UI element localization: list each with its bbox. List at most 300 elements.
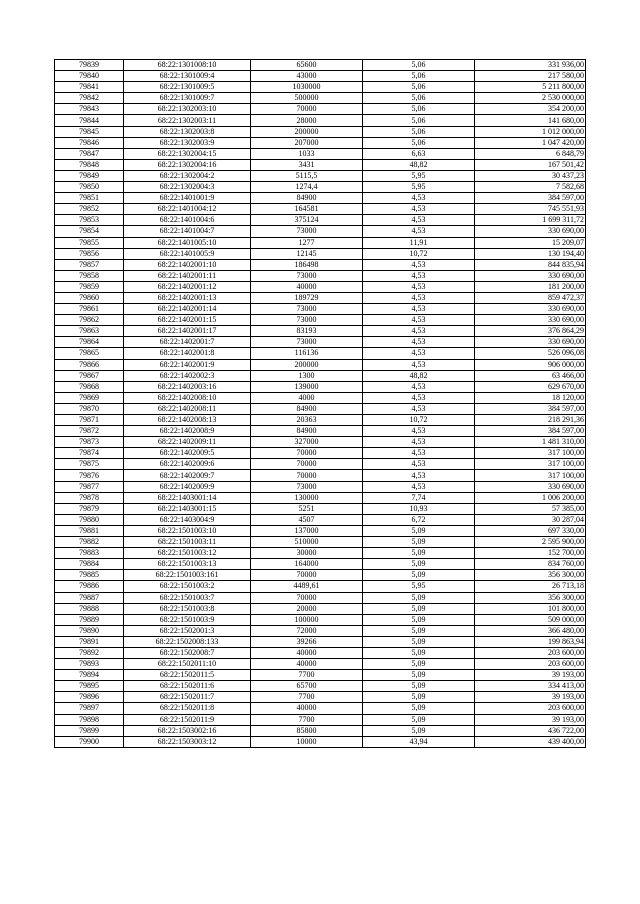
area-cell: 39266 (251, 636, 363, 647)
area-cell: 40000 (251, 281, 363, 292)
cadastral-value-table (54, 59, 586, 748)
area-cell: 3431 (251, 159, 363, 170)
table-row (55, 559, 586, 570)
area-cell: 73000 (251, 304, 363, 315)
table-row (55, 170, 586, 181)
table-row (55, 692, 586, 703)
specific-value-cell: 5,09 (363, 537, 475, 548)
area-cell: 70000 (251, 470, 363, 481)
cadastral-value-cell: 366 480,00 (475, 625, 586, 636)
cadastral-value-cell: 167 501,42 (475, 159, 586, 170)
cadastral-number-cell: 68:22:1403001:15 (124, 503, 251, 514)
specific-value-cell: 5,06 (363, 60, 475, 71)
area-cell: 70000 (251, 459, 363, 470)
cadastral-number-cell: 68:22:1302003:8 (124, 126, 251, 137)
area-cell: 40000 (251, 703, 363, 714)
row-number-cell: 79853 (55, 215, 124, 226)
cadastral-number-cell: 68:22:1401001:9 (124, 193, 251, 204)
specific-value-cell: 4,53 (363, 304, 475, 315)
area-cell: 70000 (251, 448, 363, 459)
area-cell: 130000 (251, 492, 363, 503)
table-row (55, 359, 586, 370)
cadastral-number-cell: 68:22:1501003:9 (124, 614, 251, 625)
cadastral-number-cell: 68:22:1502011:10 (124, 659, 251, 670)
specific-value-cell: 4,53 (363, 281, 475, 292)
cadastral-value-cell: 330 690,00 (475, 270, 586, 281)
table-row (55, 625, 586, 636)
area-cell: 40000 (251, 647, 363, 658)
row-number-cell: 79887 (55, 592, 124, 603)
row-number-cell: 79880 (55, 514, 124, 525)
cadastral-value-cell: 834 760,00 (475, 559, 586, 570)
table-body (55, 60, 586, 748)
cadastral-value-cell: 15 209,07 (475, 237, 586, 248)
cadastral-value-cell: 203 600,00 (475, 703, 586, 714)
specific-value-cell: 5,06 (363, 137, 475, 148)
area-cell: 207000 (251, 137, 363, 148)
specific-value-cell: 5,06 (363, 71, 475, 82)
cadastral-value-cell: 356 300,00 (475, 592, 586, 603)
row-number-cell: 79855 (55, 237, 124, 248)
area-cell: 83193 (251, 326, 363, 337)
cadastral-value-cell: 330 690,00 (475, 304, 586, 315)
row-number-cell: 79854 (55, 226, 124, 237)
table-row (55, 670, 586, 681)
cadastral-value-cell: 181 200,00 (475, 281, 586, 292)
table-row (55, 248, 586, 259)
table-row (55, 215, 586, 226)
specific-value-cell: 4,53 (363, 226, 475, 237)
area-cell: 100000 (251, 614, 363, 625)
cadastral-number-cell: 68:22:1503002:16 (124, 725, 251, 736)
area-cell: 116136 (251, 348, 363, 359)
row-number-cell: 79861 (55, 304, 124, 315)
specific-value-cell: 5,06 (363, 93, 475, 104)
cadastral-number-cell: 68:22:1501003:161 (124, 570, 251, 581)
cadastral-number-cell: 68:22:1502011:8 (124, 703, 251, 714)
table-row (55, 93, 586, 104)
table-row (55, 681, 586, 692)
table-row (55, 503, 586, 514)
area-cell: 73000 (251, 481, 363, 492)
specific-value-cell: 5,09 (363, 670, 475, 681)
area-cell: 72000 (251, 625, 363, 636)
cadastral-value-cell: 39 193,00 (475, 670, 586, 681)
area-cell: 189729 (251, 292, 363, 303)
area-cell: 1300 (251, 370, 363, 381)
cadastral-value-cell: 330 690,00 (475, 315, 586, 326)
cadastral-number-cell: 68:22:1501003:13 (124, 559, 251, 570)
specific-value-cell: 5,09 (363, 559, 475, 570)
specific-value-cell: 4,53 (363, 270, 475, 281)
cadastral-number-cell: 68:22:1402001:7 (124, 337, 251, 348)
area-cell: 7700 (251, 692, 363, 703)
cadastral-number-cell: 68:22:1302004:3 (124, 182, 251, 193)
table-row (55, 703, 586, 714)
cadastral-value-cell: 203 600,00 (475, 647, 586, 658)
table-row (55, 82, 586, 93)
cadastral-number-cell: 68:22:1402001:10 (124, 259, 251, 270)
area-cell: 375124 (251, 215, 363, 226)
row-number-cell: 79840 (55, 71, 124, 82)
row-number-cell: 79900 (55, 736, 124, 747)
specific-value-cell: 4,53 (363, 426, 475, 437)
row-number-cell: 79892 (55, 647, 124, 658)
area-cell: 4489,61 (251, 581, 363, 592)
specific-value-cell: 5,95 (363, 581, 475, 592)
row-number-cell: 79841 (55, 82, 124, 93)
cadastral-value-cell: 141 680,00 (475, 115, 586, 126)
specific-value-cell: 4,53 (363, 204, 475, 215)
table-row (55, 137, 586, 148)
cadastral-value-cell: 384 597,00 (475, 403, 586, 414)
row-number-cell: 79878 (55, 492, 124, 503)
table-row (55, 115, 586, 126)
area-cell: 84900 (251, 193, 363, 204)
table-row (55, 636, 586, 647)
area-cell: 327000 (251, 437, 363, 448)
area-cell: 1277 (251, 237, 363, 248)
cadastral-value-cell: 436 722,00 (475, 725, 586, 736)
specific-value-cell: 5,95 (363, 170, 475, 181)
area-cell: 500000 (251, 93, 363, 104)
area-cell: 137000 (251, 525, 363, 536)
cadastral-value-cell: 30 287,04 (475, 514, 586, 525)
cadastral-number-cell: 68:22:1502011:7 (124, 692, 251, 703)
cadastral-number-cell: 68:22:1502011:5 (124, 670, 251, 681)
row-number-cell: 79891 (55, 636, 124, 647)
area-cell: 84900 (251, 403, 363, 414)
specific-value-cell: 4,53 (363, 193, 475, 204)
row-number-cell: 79863 (55, 326, 124, 337)
row-number-cell: 79883 (55, 548, 124, 559)
row-number-cell: 79872 (55, 426, 124, 437)
specific-value-cell: 4,53 (363, 437, 475, 448)
cadastral-number-cell: 68:22:1501003:8 (124, 603, 251, 614)
area-cell: 43000 (251, 71, 363, 82)
cadastral-value-cell: 2 530 000,00 (475, 93, 586, 104)
cadastral-number-cell: 68:22:1402009:5 (124, 448, 251, 459)
row-number-cell: 79885 (55, 570, 124, 581)
specific-value-cell: 7,74 (363, 492, 475, 503)
table-row (55, 714, 586, 725)
cadastral-value-cell: 384 597,00 (475, 426, 586, 437)
specific-value-cell: 5,09 (363, 647, 475, 658)
specific-value-cell: 5,09 (363, 692, 475, 703)
specific-value-cell: 4,53 (363, 292, 475, 303)
table-row (55, 647, 586, 658)
cadastral-value-cell: 384 597,00 (475, 193, 586, 204)
specific-value-cell: 43,94 (363, 736, 475, 747)
cadastral-value-cell: 906 000,00 (475, 359, 586, 370)
cadastral-number-cell: 68:22:1301009:4 (124, 71, 251, 82)
table-row (55, 514, 586, 525)
area-cell: 28000 (251, 115, 363, 126)
cadastral-value-cell: 2 595 900,00 (475, 537, 586, 548)
row-number-cell: 79879 (55, 503, 124, 514)
specific-value-cell: 48,82 (363, 159, 475, 170)
row-number-cell: 79893 (55, 659, 124, 670)
table-row (55, 304, 586, 315)
cadastral-value-cell: 217 580,00 (475, 71, 586, 82)
table-row (55, 470, 586, 481)
table-row (55, 237, 586, 248)
cadastral-number-cell: 68:22:1401005:10 (124, 237, 251, 248)
row-number-cell: 79896 (55, 692, 124, 703)
cadastral-value-cell: 317 100,00 (475, 448, 586, 459)
cadastral-number-cell: 68:22:1502011:6 (124, 681, 251, 692)
table-row (55, 448, 586, 459)
cadastral-number-cell: 68:22:1501003:10 (124, 525, 251, 536)
cadastral-number-cell: 68:22:1501003:2 (124, 581, 251, 592)
area-cell: 65600 (251, 60, 363, 71)
area-cell: 7700 (251, 714, 363, 725)
cadastral-value-cell: 203 600,00 (475, 659, 586, 670)
area-cell: 1030000 (251, 82, 363, 93)
table-row (55, 315, 586, 326)
table-row (55, 614, 586, 625)
specific-value-cell: 5,06 (363, 82, 475, 93)
cadastral-value-cell: 39 193,00 (475, 714, 586, 725)
row-number-cell: 79873 (55, 437, 124, 448)
area-cell: 164581 (251, 204, 363, 215)
area-cell: 4507 (251, 514, 363, 525)
cadastral-value-cell: 7 582,68 (475, 182, 586, 193)
specific-value-cell: 5,06 (363, 115, 475, 126)
table-row (55, 326, 586, 337)
cadastral-value-cell: 1 047 420,00 (475, 137, 586, 148)
cadastral-number-cell: 68:22:1403004:9 (124, 514, 251, 525)
cadastral-number-cell: 68:22:1501003:12 (124, 548, 251, 559)
cadastral-number-cell: 68:22:1402001:11 (124, 270, 251, 281)
cadastral-number-cell: 68:22:1501003:7 (124, 592, 251, 603)
area-cell: 85800 (251, 725, 363, 736)
row-number-cell: 79870 (55, 403, 124, 414)
table-row (55, 392, 586, 403)
specific-value-cell: 5,09 (363, 714, 475, 725)
specific-value-cell: 5,09 (363, 548, 475, 559)
area-cell: 65700 (251, 681, 363, 692)
cadastral-number-cell: 68:22:1302003:9 (124, 137, 251, 148)
row-number-cell: 79845 (55, 126, 124, 137)
cadastral-value-cell: 5 211 800,00 (475, 82, 586, 93)
row-number-cell: 79890 (55, 625, 124, 636)
table-row (55, 725, 586, 736)
cadastral-value-cell: 26 713,18 (475, 581, 586, 592)
specific-value-cell: 4,53 (363, 392, 475, 403)
cadastral-value-cell: 130 194,40 (475, 248, 586, 259)
row-number-cell: 79886 (55, 581, 124, 592)
table-row (55, 481, 586, 492)
specific-value-cell: 6,72 (363, 514, 475, 525)
cadastral-number-cell: 68:22:1301009:7 (124, 93, 251, 104)
specific-value-cell: 5,09 (363, 659, 475, 670)
cadastral-number-cell: 68:22:1302003:10 (124, 104, 251, 115)
table-row (55, 659, 586, 670)
row-number-cell: 79897 (55, 703, 124, 714)
row-number-cell: 79858 (55, 270, 124, 281)
cadastral-number-cell: 68:22:1503003:12 (124, 736, 251, 747)
table-row (55, 570, 586, 581)
table-row (55, 226, 586, 237)
row-number-cell: 79844 (55, 115, 124, 126)
area-cell: 10000 (251, 736, 363, 747)
specific-value-cell: 48,82 (363, 370, 475, 381)
table-row (55, 270, 586, 281)
area-cell: 73000 (251, 315, 363, 326)
table-row (55, 126, 586, 137)
area-cell: 40000 (251, 659, 363, 670)
row-number-cell: 79857 (55, 259, 124, 270)
row-number-cell: 79846 (55, 137, 124, 148)
table-row (55, 259, 586, 270)
cadastral-number-cell: 68:22:1502008:7 (124, 647, 251, 658)
row-number-cell: 79895 (55, 681, 124, 692)
cadastral-value-cell: 317 100,00 (475, 470, 586, 481)
specific-value-cell: 5,09 (363, 570, 475, 581)
row-number-cell: 79882 (55, 537, 124, 548)
area-cell: 1033 (251, 148, 363, 159)
specific-value-cell: 4,53 (363, 315, 475, 326)
row-number-cell: 79849 (55, 170, 124, 181)
area-cell: 84900 (251, 426, 363, 437)
cadastral-value-cell: 1 012 000,00 (475, 126, 586, 137)
area-cell: 1274,4 (251, 182, 363, 193)
table-row (55, 370, 586, 381)
cadastral-value-cell: 629 670,00 (475, 381, 586, 392)
table-row (55, 159, 586, 170)
table-row (55, 71, 586, 82)
table-row (55, 60, 586, 71)
cadastral-value-cell: 844 835,94 (475, 259, 586, 270)
row-number-cell: 79894 (55, 670, 124, 681)
cadastral-value-cell: 1 006 200,00 (475, 492, 586, 503)
table-row (55, 348, 586, 359)
specific-value-cell: 11,91 (363, 237, 475, 248)
row-number-cell: 79842 (55, 93, 124, 104)
row-number-cell: 79843 (55, 104, 124, 115)
table-row (55, 537, 586, 548)
table-row (55, 426, 586, 437)
specific-value-cell: 4,53 (363, 481, 475, 492)
table-row (55, 281, 586, 292)
cadastral-value-cell: 199 863,94 (475, 636, 586, 647)
specific-value-cell: 4,53 (363, 381, 475, 392)
cadastral-number-cell: 68:22:1402001:14 (124, 304, 251, 315)
row-number-cell: 79888 (55, 603, 124, 614)
row-number-cell: 79881 (55, 525, 124, 536)
cadastral-number-cell: 68:22:1402009:9 (124, 481, 251, 492)
cadastral-value-cell: 152 700,00 (475, 548, 586, 559)
row-number-cell: 79848 (55, 159, 124, 170)
specific-value-cell: 4,53 (363, 448, 475, 459)
cadastral-number-cell: 68:22:1502001:3 (124, 625, 251, 636)
table-row (55, 736, 586, 747)
cadastral-number-cell: 68:22:1402009:7 (124, 470, 251, 481)
area-cell: 4000 (251, 392, 363, 403)
cadastral-value-cell: 354 200,00 (475, 104, 586, 115)
table-row (55, 492, 586, 503)
table-row (55, 104, 586, 115)
cadastral-number-cell: 68:22:1302004:15 (124, 148, 251, 159)
area-cell: 20363 (251, 415, 363, 426)
specific-value-cell: 5,06 (363, 104, 475, 115)
cadastral-value-cell: 1 481 310,00 (475, 437, 586, 448)
area-cell: 5251 (251, 503, 363, 514)
specific-value-cell: 5,09 (363, 625, 475, 636)
area-cell: 186498 (251, 259, 363, 270)
table-row (55, 437, 586, 448)
row-number-cell: 79860 (55, 292, 124, 303)
specific-value-cell: 5,09 (363, 681, 475, 692)
area-cell: 200000 (251, 126, 363, 137)
area-cell: 510000 (251, 537, 363, 548)
cadastral-number-cell: 68:22:1402001:13 (124, 292, 251, 303)
cadastral-number-cell: 68:22:1402002:3 (124, 370, 251, 381)
table-row (55, 603, 586, 614)
specific-value-cell: 5,09 (363, 603, 475, 614)
cadastral-value-cell: 331 936,00 (475, 60, 586, 71)
cadastral-number-cell: 68:22:1402001:9 (124, 359, 251, 370)
cadastral-value-cell: 101 800,00 (475, 603, 586, 614)
table-row (55, 193, 586, 204)
row-number-cell: 79856 (55, 248, 124, 259)
cadastral-number-cell: 68:22:1301009:5 (124, 82, 251, 93)
area-cell: 20000 (251, 603, 363, 614)
cadastral-number-cell: 68:22:1401004:12 (124, 204, 251, 215)
cadastral-value-cell: 39 193,00 (475, 692, 586, 703)
cadastral-number-cell: 68:22:1402008:10 (124, 392, 251, 403)
specific-value-cell: 4,53 (363, 215, 475, 226)
area-cell: 70000 (251, 570, 363, 581)
specific-value-cell: 10,72 (363, 415, 475, 426)
row-number-cell: 79867 (55, 370, 124, 381)
specific-value-cell: 10,93 (363, 503, 475, 514)
table-row (55, 459, 586, 470)
cadastral-value-cell: 509 000,00 (475, 614, 586, 625)
cadastral-number-cell: 68:22:1302004:2 (124, 170, 251, 181)
table-row (55, 292, 586, 303)
specific-value-cell: 5,09 (363, 592, 475, 603)
specific-value-cell: 5,09 (363, 636, 475, 647)
cadastral-number-cell: 68:22:1402009:11 (124, 437, 251, 448)
cadastral-number-cell: 68:22:1401004:7 (124, 226, 251, 237)
cadastral-number-cell: 68:22:1402001:17 (124, 326, 251, 337)
cadastral-value-cell: 63 466,00 (475, 370, 586, 381)
table-row (55, 415, 586, 426)
table-row (55, 525, 586, 536)
table-row (55, 148, 586, 159)
cadastral-number-cell: 68:22:1301008:10 (124, 60, 251, 71)
cadastral-number-cell: 68:22:1402008:13 (124, 415, 251, 426)
row-number-cell: 79864 (55, 337, 124, 348)
row-number-cell: 79852 (55, 204, 124, 215)
cadastral-value-cell: 439 400,00 (475, 736, 586, 747)
cadastral-value-cell: 745 551,93 (475, 204, 586, 215)
row-number-cell: 79869 (55, 392, 124, 403)
cadastral-value-cell: 218 291,36 (475, 415, 586, 426)
table-row (55, 548, 586, 559)
row-number-cell: 79884 (55, 559, 124, 570)
specific-value-cell: 4,53 (363, 459, 475, 470)
row-number-cell: 79868 (55, 381, 124, 392)
row-number-cell: 79871 (55, 415, 124, 426)
area-cell: 5115,5 (251, 170, 363, 181)
specific-value-cell: 5,09 (363, 725, 475, 736)
cadastral-value-cell: 697 330,00 (475, 525, 586, 536)
cadastral-number-cell: 68:22:1402003:16 (124, 381, 251, 392)
specific-value-cell: 10,72 (363, 248, 475, 259)
